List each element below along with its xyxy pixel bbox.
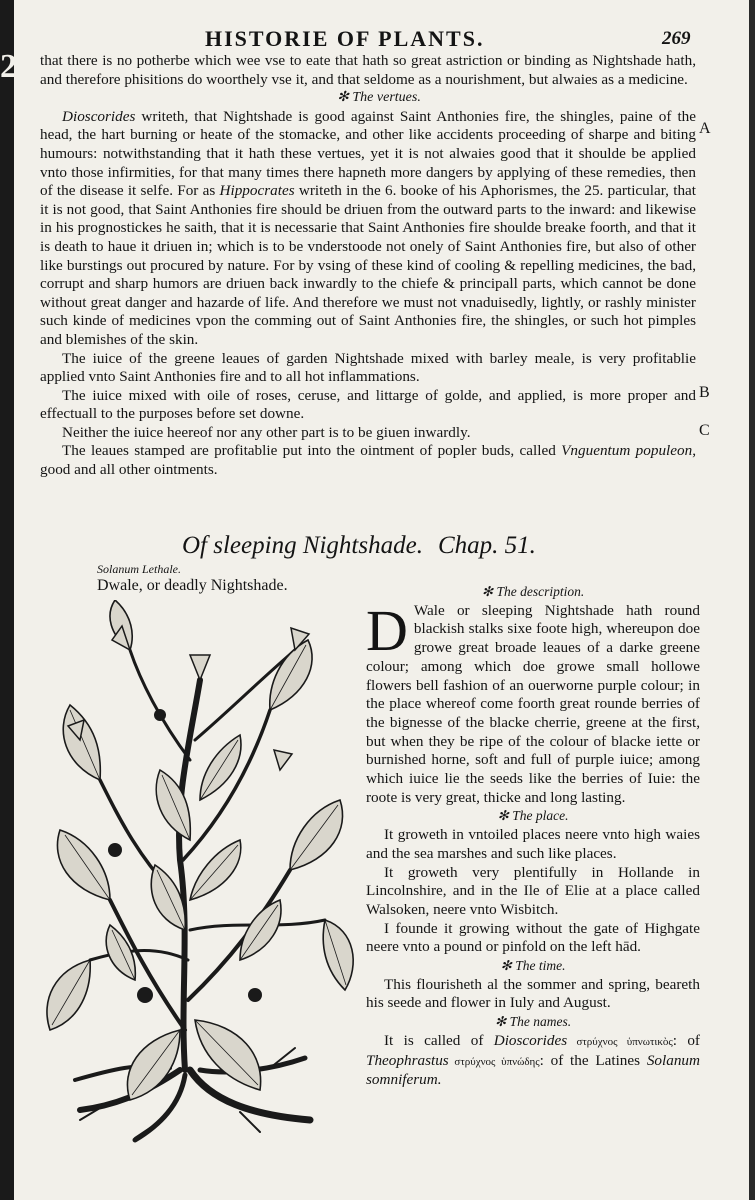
vertues-heading: ✻ The vertues.: [337, 90, 421, 106]
paragraph-ointment: The leaues stamped are profitablie put into the ointment of popler buds, called Vnguentum populeon, good and all other ointments.: [40, 442, 696, 479]
paragraph-iuice-leaues: The iuice of the greene leaues of garden Nightshade mixed with barley meale, is very profitablie applied vnto Saint Anthonies fire and to all hot inflammations.: [40, 349, 696, 386]
chapter-number: Chap. 51.: [438, 532, 536, 559]
place-paragraph-1: It groweth in vntoiled places neere vnto high waies and the sea marshes and such like places.: [366, 826, 700, 862]
place-heading: ✻ The place.: [497, 808, 569, 824]
place-paragraph-3: I founde it growing without the gate of Highgate neere vnto a pound or pinfold on the left hād.: [366, 919, 700, 956]
greek-name: στρύχνος ὑπνώδης: [448, 1055, 540, 1068]
author-name: Hippocrates: [219, 182, 295, 200]
margin-letter-c: C: [699, 422, 710, 439]
page-number: 269: [662, 28, 691, 49]
chapter-title: Of sleeping Nightshade.: [182, 532, 423, 559]
drop-cap: D: [366, 597, 408, 663]
names-heading: ✻ The names.: [494, 1014, 572, 1030]
paragraph-not-inwardly: Neither the iuice heereof nor any other part is to be giuen inwardly.: [62, 423, 471, 441]
place-paragraph-2: It groweth very plentifully in Hollande in Lincolnshire, and in the Ile of Elie at a place called Walsoken, neere vnto Wisbitch.: [366, 863, 700, 918]
description-heading: ✻ The description.: [481, 584, 585, 599]
margin-letter-b: B: [699, 384, 710, 401]
figure-vernacular-name: Dwale, or deadly Nightshade.: [97, 577, 288, 594]
latin-term: Vnguentum populeon: [561, 442, 693, 460]
right-column: [366, 583, 700, 1090]
page-left-edge: [0, 0, 14, 1200]
paragraph-iuice-oile: The iuice mixed with oile of roses, ceruse, and littarge of golde, and applied, is more proper and effectuall to the purposes before set downe.: [40, 386, 696, 423]
margin-letter-a: A: [699, 120, 711, 137]
paragraph-nourishment: that there is no potherbe which wee vse to eate that hath so great astriction or binding as Nightshade hath, and therefore phisitions do woorthely vse it, and that seldome as a nourishment, but alwaies as a medicine.: [40, 52, 696, 88]
author-name: Theophrastus: [366, 1051, 449, 1069]
binding-edge-mark: 2: [0, 48, 17, 85]
names-paragraph: It is called of Dioscorides στρύχνος ὑπνωτικὸς: of Theophrastus στρύχνος ὑπνώδης: of the Latines Solanum somniferum.: [366, 1031, 700, 1089]
page-right-edge: [749, 0, 755, 1200]
latin-term: Solanum somniferum.: [366, 1051, 700, 1089]
running-head: HISTORIE OF PLANTS.: [205, 26, 485, 51]
nightshade-woodcut-illustration: [40, 600, 360, 1145]
author-name: Dioscorides: [62, 107, 136, 125]
greek-name: στρύχνος ὑπνωτικὸς: [567, 1035, 673, 1048]
description-paragraph: D Wale or sleeping Nightshade hath round blackish stalks sixe foote high, whereupon doe growe great broade leaues of a darke greene colour; among which doe growe small hollowe flowers bell fashion of an ouerworne purple colour; in the place whereof come foorth great rounde berries of the bignesse of the blacke cherrie, greene at the first, but when they be ripe of the colour of blacke iette or burnished horne, soft and full of purple iuice; among which iuice lie the seeds like the berries of Iuie: the roote is very great, thicke and long lasting.: [366, 597, 700, 806]
top-text-block: [40, 52, 696, 480]
time-paragraph: This flourisheth al the sommer and spring, beareth his seede and flower in Iuly and August.: [366, 975, 700, 1012]
paragraph-dioscorides: Dioscorides writeth, that Nightshade is good against Saint Anthonies fire, the shingles, paine of the head, the hart burning or heate of the stomacke, and other like accidents proceeding of sharpe and biting humours: notwithstanding that it hath these vertues, yet it is not alwaies good that it shoulde be applied vnto those infirmities, for that many times there hapneth more dangers by applying of these remedies, then of the disease it selfe. For as Hippocrates writeth in the 6. booke of his Aphorismes, the 25. particular, that it is not good, that Saint Anthonies fire should be driuen from the outward parts to the inward: and likewise in his prognostickes he saith, that it is necessarie that Saint Anthonies fire shoulde breake foorth, and that it is death to haue it driuen in; which is to be vnderstoode not onely of Saint Anthonies fire, but also of other like burstings out procured by nature. For by vsing of these kind of cooling & repelling medicines, the bad, corrupt and sharp humors are driuen back inwardly to the chiefe & principall parts, which cannot be done without great danger and hazarde of life. And therefore we must not vnaduisedly, lightly, or rashly minister such kinde of medicines vpon the comming out of Saint Anthonies fire, the shingles, or such hot pimples and blemishes of the skin.: [40, 107, 697, 348]
figure-latin-name: Solanum Lethale.: [97, 562, 181, 576]
author-name: Dioscorides: [493, 1031, 568, 1049]
time-heading: ✻ The time.: [500, 958, 566, 974]
